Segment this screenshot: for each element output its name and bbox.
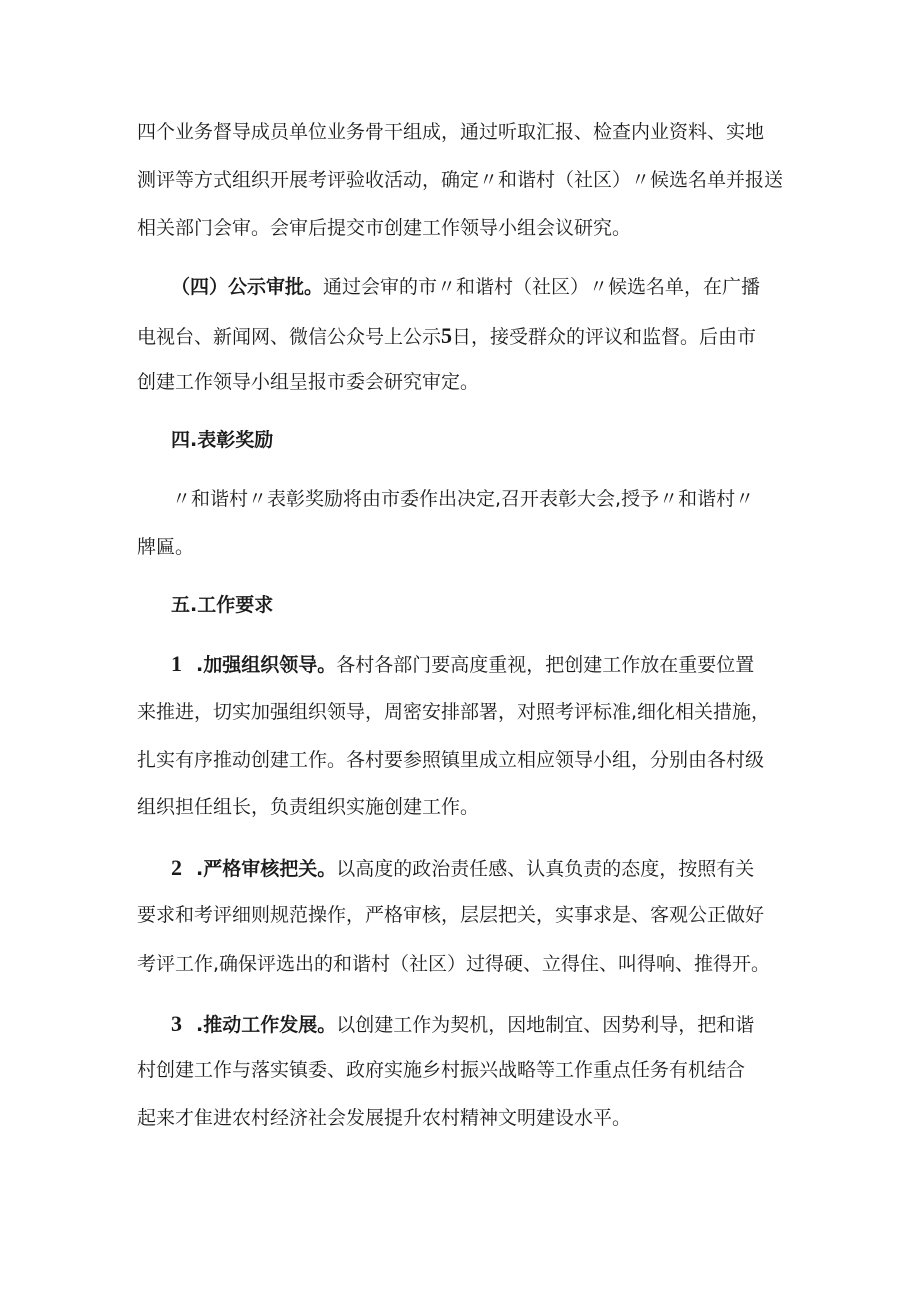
para2-line2-pre: 电视台、新闻网、微信公众号上公示 — [137, 326, 442, 348]
item3-line3: 起来才隹进农村经济社会发展提升农村精神文明建设水平。 — [137, 1107, 632, 1129]
item2-label: .严格审核把关。 — [196, 858, 337, 880]
para3-line1: 〃和谐村〃表彰奖励将由市委作出决定,召开表彰大会,授予〃和谐村〃 — [172, 488, 755, 510]
item3-number: 3 — [171, 1011, 182, 1036]
section5-heading: 五.工作要求 — [171, 594, 274, 616]
item2-line3: 考评工作,确保评选出的和谐村（社区）过得硬、立得住、叫得响、推得开。 — [137, 953, 771, 975]
item3-label: .推动工作发展。 — [196, 1014, 337, 1036]
item1-label: .加强组织领导。 — [196, 654, 337, 676]
para2-line1 — [171, 278, 760, 297]
para3-line2: 牌匾。 — [137, 536, 195, 558]
item3-line2: 村创建工作与落实镇委、政府实施乡村振兴战略等工作重点任务有机结合 — [137, 1059, 746, 1081]
item2-line2: 要求和考评细则规范操作，严格审核，层层把关，实事求是、客观公正做好 — [137, 904, 765, 926]
item1-line1 — [171, 653, 754, 675]
para2-line3: 创建工作领导小组呈报市委会研究审定。 — [137, 371, 480, 393]
para1-line2: 测评等方式组织开展考评验收活动，确定〃和谐村（社区）〃候选名单并报送 — [137, 169, 784, 191]
item3-line1 — [171, 1013, 754, 1035]
section4-heading: 四.表彰奖励 — [171, 429, 274, 451]
para2-line2 — [137, 325, 756, 347]
item2-line1-text: 以高度的政治责任感、认真负责的态度，按照有关 — [336, 858, 755, 880]
item1-line3: 扎实有序推动创建工作。各村要参照镇里成立相应领导小组，分别由各村级 — [137, 749, 765, 771]
para2-label: （四）公示审批。 — [171, 276, 324, 298]
item3-line1-text: 以创建工作为契机，因地制宜、因势利导，把和谐 — [336, 1014, 755, 1036]
item1-line1-text: 各村各部门要高度重视，把创建工作放在重要位置 — [336, 654, 755, 676]
para1-line3: 相关部门会审。会审后提交市创建工作领导小组会议研究。 — [137, 217, 632, 239]
para2-line2-post: 日，接受群众的评议和监督。后由市 — [452, 326, 757, 348]
para2-days-number: 5 — [441, 323, 453, 348]
item1-line2: 来推进，切实加强组织领导，周密安排部署，对照考评标准,细化相关措施， — [137, 701, 771, 723]
item1-number: 1 — [171, 651, 182, 676]
item1-line4: 组织担任组长，负责组织实施创建工作。 — [137, 796, 480, 818]
para1-line1: 四个业务督导成员单位业务骨干组成，通过听取汇报、检查内业资料、实地 — [137, 121, 765, 143]
para2-line1-text: 通过会审的市〃和谐村（社区）〃候选名单，在广播 — [323, 276, 761, 298]
item2-line1 — [171, 857, 754, 879]
item2-number: 2 — [171, 855, 182, 880]
